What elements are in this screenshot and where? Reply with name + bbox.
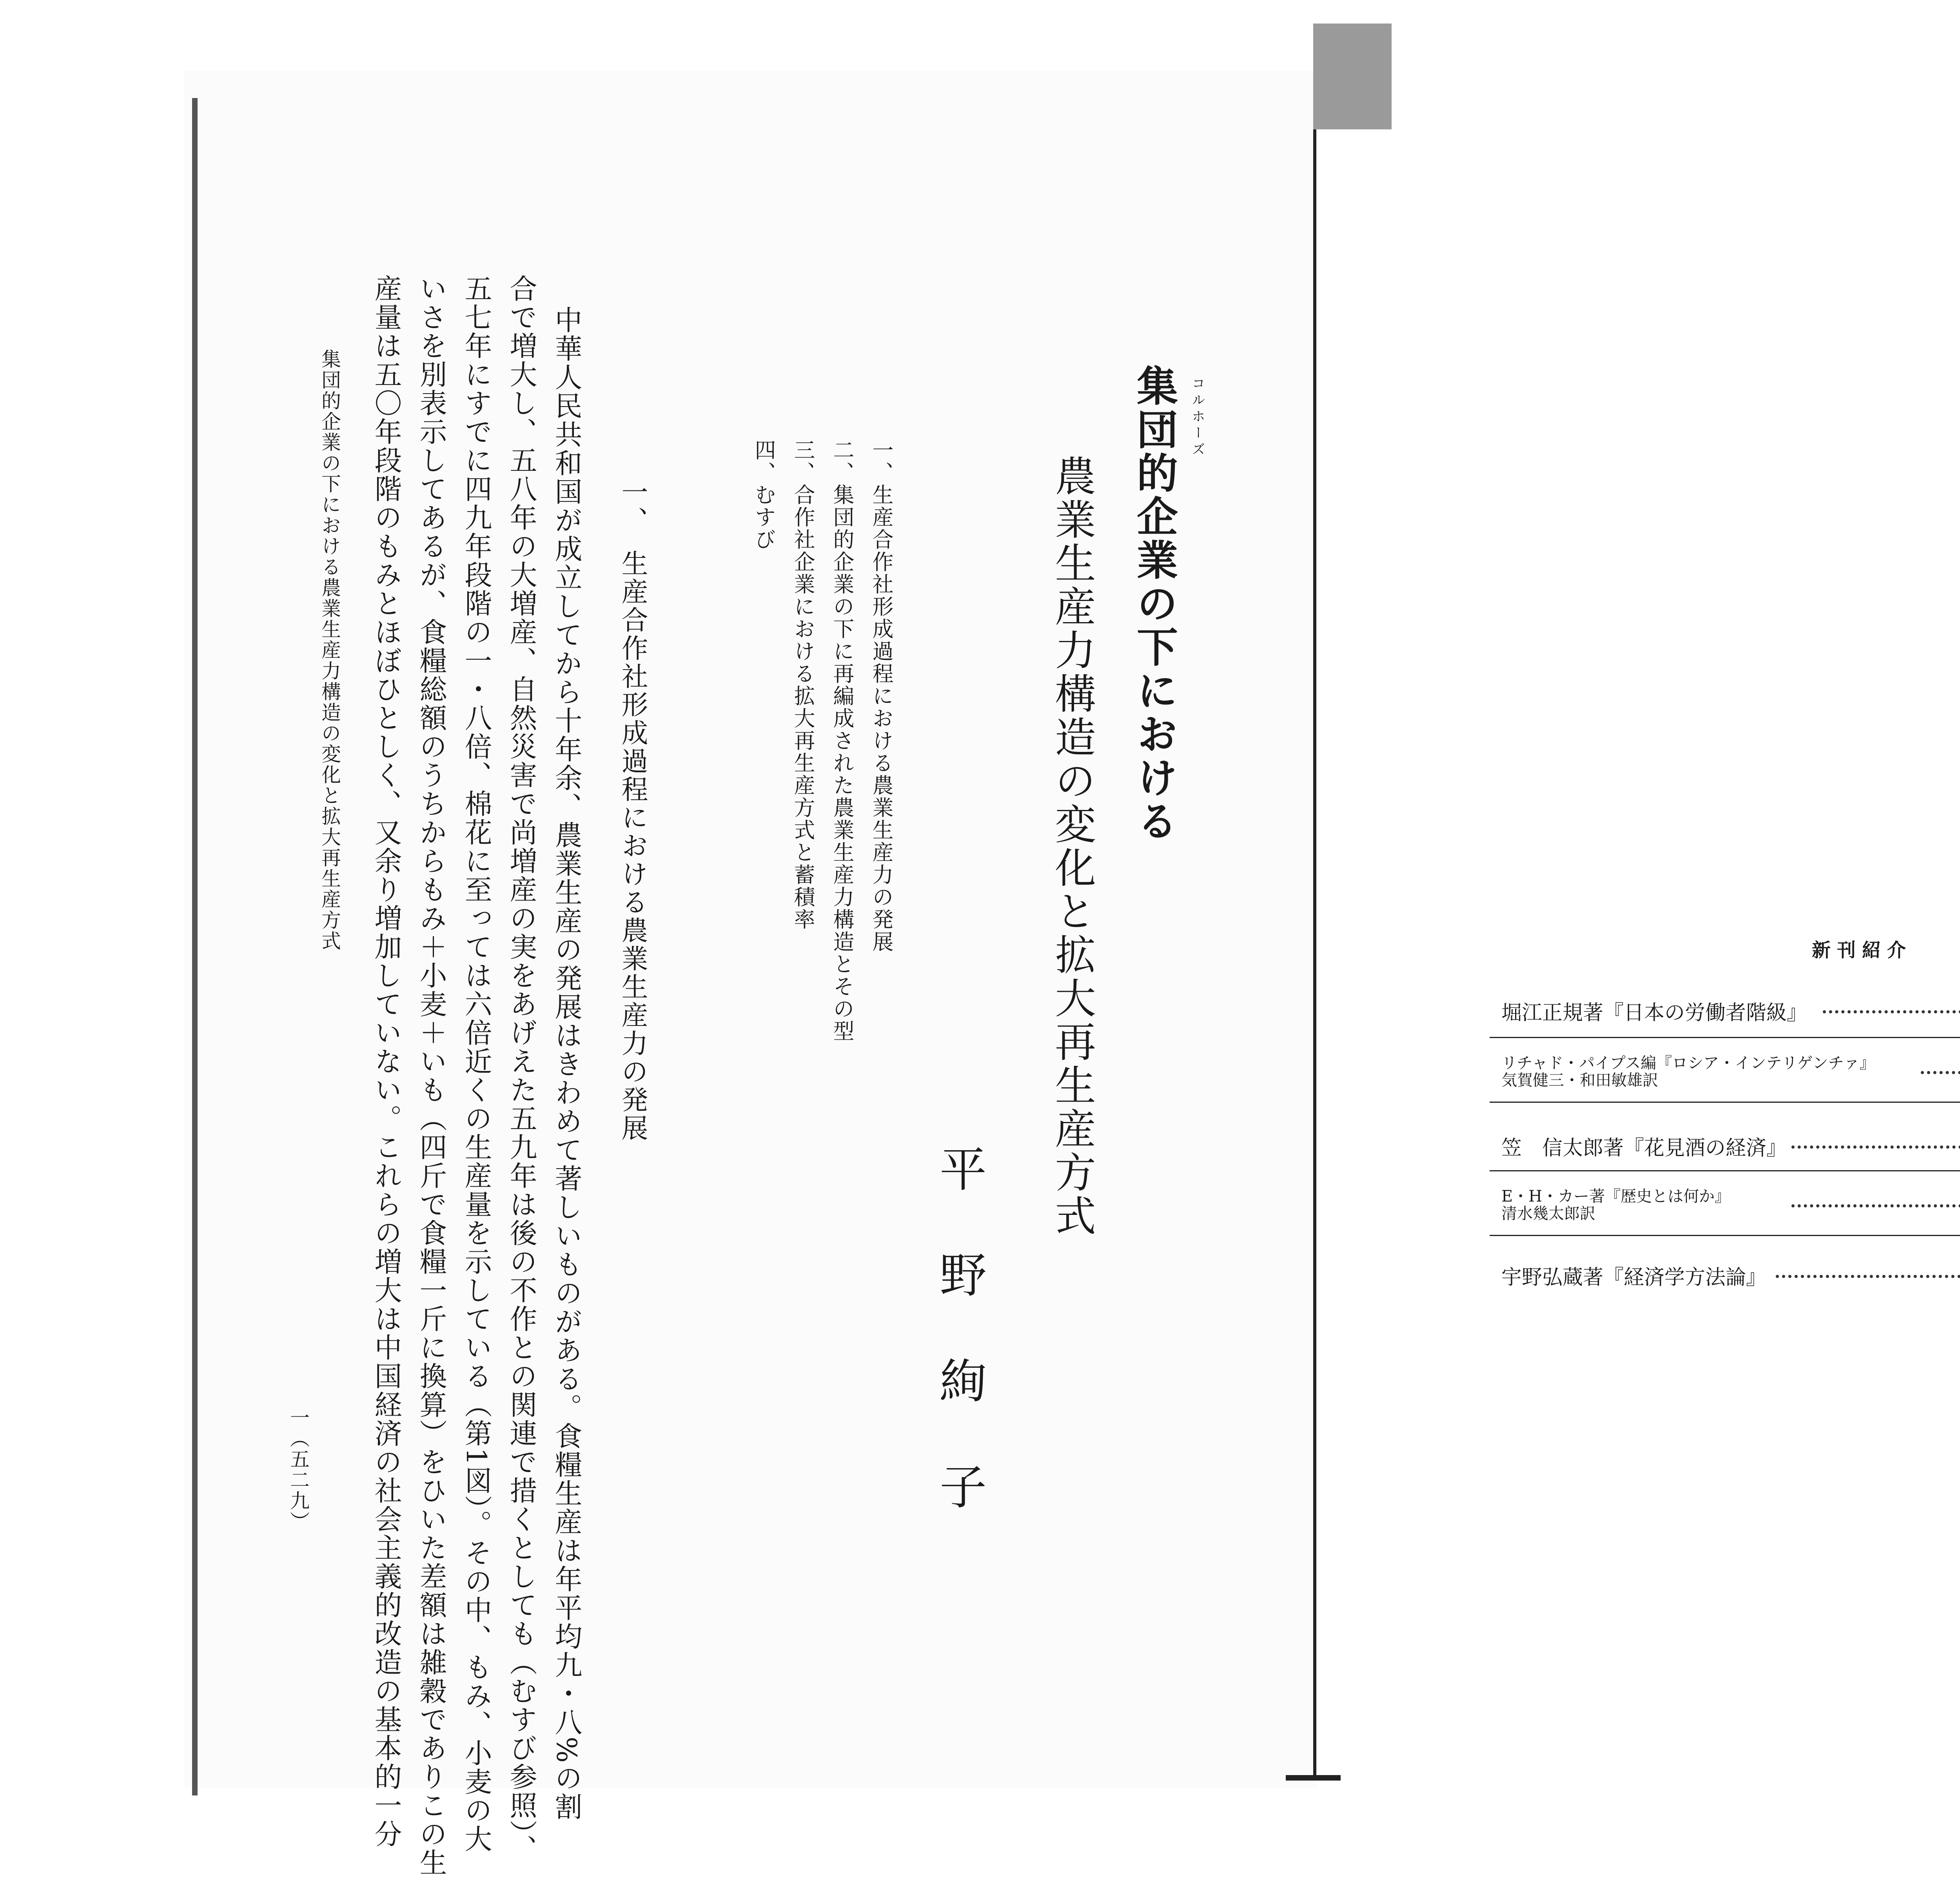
body-line: 五七年にすでに四九年段階の一・八倍、棉花に至っては六倍近くの生産量を示している（第1図）。その中、もみ、小麦の大 — [460, 274, 492, 1853]
article-title-line2: 農業生産力構造の変化と拡大再生産方式 — [1048, 455, 1096, 1238]
title-ruby: コルホーズ — [1189, 376, 1205, 459]
book-title — [1501, 1188, 1730, 1222]
running-head: 集団的企業の下における農業生産力構造の変化と拡大再生産方式 — [318, 349, 341, 951]
divider — [1490, 1170, 1960, 1171]
divider — [1490, 1235, 1960, 1236]
review-entry — [1501, 1129, 1960, 1164]
book-title: 笠 信太郎著『花見酒の経済』 — [1501, 1136, 1787, 1160]
leader-dots — [1791, 1145, 1960, 1149]
body-line: 産量は五〇年段階のもみとほぼひとしく、又余り増加していない。これらの増大は中国経済の社会主義的改造の基本的一分 — [370, 274, 402, 1848]
book-title-line1: E・H・カー著『歴史とは何か』 — [1501, 1187, 1731, 1205]
toc-item: 一、生産合作社形成過程における農業生産力の発展 — [869, 439, 894, 953]
leader-dots — [1823, 1010, 1960, 1013]
translators: 気賀健三・和田敏雄訳 — [1501, 1071, 1658, 1089]
review-entry — [1501, 1188, 1960, 1223]
new-books-title: 新刊紹介 — [1811, 939, 1912, 961]
article-title-line1: 集団的企業の下における — [1130, 365, 1179, 843]
body-line: 合で増大し、五八年の大増産、自然災害で尚増産の実をあげえた五九年は後の不作との関連で措くとしても（むすび参照）、 — [505, 274, 537, 1863]
book-title: 堀江正規著『日本の労働者階級』 — [1501, 1001, 1808, 1025]
book-title — [1501, 1055, 1875, 1089]
toc-item: 四、むすび — [751, 439, 776, 551]
divider — [1490, 1102, 1960, 1103]
section-heading: 一、 生産合作社形成過程における農業生産力の発展 — [617, 478, 648, 1142]
review-entry — [1501, 1055, 1960, 1090]
toc-item: 三、合作社企業における拡大再生産方式と蓄積率 — [791, 439, 815, 931]
body-line: いさを別表示してあるが、食糧総額のうちからもみ＋小麦＋いも（四斤で食糧一斤に換算）をひいた差額は雑穀でありこの生 — [415, 274, 447, 1877]
leader-dots — [1921, 1071, 1960, 1074]
leader-dots — [1791, 1204, 1960, 1207]
book-gutter — [1313, 129, 1316, 1780]
review-entry — [1501, 1258, 1960, 1294]
author-name: 平野絢子 — [932, 1145, 986, 1568]
body-line: 中華人民共和国が成立してから十年余、農業生産の発展はきわめて著しいものがある。食糧生産は年平均九・八%の割 — [550, 306, 583, 1821]
book-title: 宇野弘蔵著『経済学方法論』 — [1501, 1266, 1767, 1289]
book-title-line1: リチャド・パイプス編『ロシア・インテリゲンチァ』 — [1501, 1054, 1875, 1072]
left-page — [184, 71, 1317, 1788]
page-number: 一（五二九） — [287, 1407, 310, 1532]
leader-dots — [1776, 1275, 1960, 1278]
left-page-edge — [192, 98, 198, 1795]
bottom-edge-mark — [1286, 1775, 1341, 1781]
divider — [1490, 1037, 1960, 1038]
translators: 清水幾太郎訳 — [1501, 1205, 1595, 1223]
review-entry — [1501, 994, 1960, 1029]
binding-shadow — [1313, 24, 1392, 129]
toc-item: 二、集団的企業の下に再編成された農業生産力構造とその型 — [830, 439, 855, 1042]
